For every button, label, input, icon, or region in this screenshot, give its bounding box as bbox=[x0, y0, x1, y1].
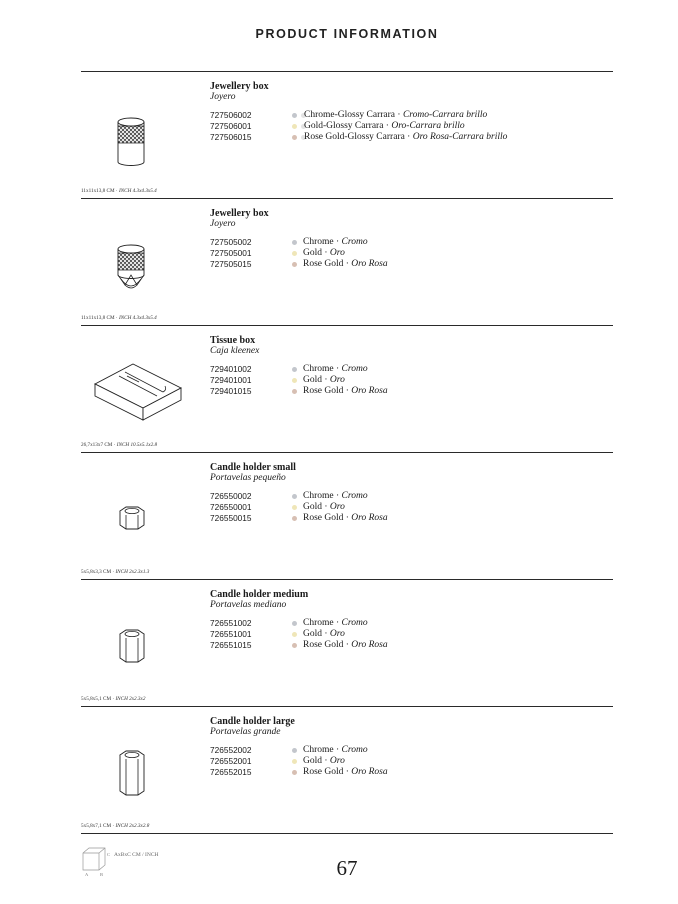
variant-name: Rose Gold · Oro Rosa bbox=[303, 386, 388, 396]
variant-row bbox=[210, 618, 610, 629]
dimensions: 5x5,8x7,1 CM · INCH 2x2.3x2.8 bbox=[81, 823, 150, 829]
product-section bbox=[81, 72, 613, 199]
product-code: 726552002 bbox=[210, 745, 252, 755]
variant-name: Rose Gold · Oro Rosa bbox=[303, 640, 388, 650]
rose-gold-swatch bbox=[292, 643, 297, 648]
product-code: 727505002 bbox=[210, 237, 252, 247]
product-code: 727506002 bbox=[210, 110, 252, 120]
variant-row bbox=[210, 640, 610, 651]
legend-label-a: A bbox=[85, 872, 89, 877]
product-name-es: Caja kleenex bbox=[210, 346, 260, 356]
product-code: 726551001 bbox=[210, 629, 252, 639]
product-code: 727506001 bbox=[210, 121, 252, 131]
variant-name: Rose Gold · Oro Rosa bbox=[303, 259, 388, 269]
variant-name: Rose Gold · Oro Rosa bbox=[303, 513, 388, 523]
product-name-es: Portavelas pequeño bbox=[210, 473, 286, 483]
product-section bbox=[81, 580, 613, 707]
variant-row bbox=[210, 386, 610, 397]
variant-row bbox=[210, 248, 610, 259]
jewellery-box-icon bbox=[81, 82, 206, 182]
variant-row bbox=[210, 259, 610, 270]
variant-name: Chrome · Cromo bbox=[303, 491, 368, 501]
product-section bbox=[81, 453, 613, 580]
variant-name: Gold-Glossy Carrara · Oro-Carrara brillo bbox=[304, 121, 465, 131]
variant-list bbox=[210, 618, 610, 651]
variant-name: Gold · Oro bbox=[303, 502, 345, 512]
product-section bbox=[81, 326, 613, 453]
product-code: 729401015 bbox=[210, 386, 252, 396]
product-section bbox=[81, 707, 613, 834]
rose-gold-swatch bbox=[292, 262, 297, 267]
variant-name: Chrome · Cromo bbox=[303, 364, 368, 374]
candle-holder-small-icon bbox=[81, 463, 206, 563]
product-name-es: Portavelas grande bbox=[210, 727, 281, 737]
product-code: 726550015 bbox=[210, 513, 252, 523]
variant-name: Rose Gold-Glossy Carrara · Oro Rosa-Carrara brillo bbox=[304, 132, 508, 142]
variant-row bbox=[210, 237, 610, 248]
variant-name: Gold · Oro bbox=[303, 375, 345, 385]
dimensions: 5x5,8x3,3 CM · INCH 2x2.3x1.3 bbox=[81, 569, 150, 575]
legend-text: AxBxC CM / INCH bbox=[114, 852, 159, 858]
candle-holder-medium-icon bbox=[81, 590, 206, 690]
variant-name: Rose Gold · Oro Rosa bbox=[303, 767, 388, 777]
chrome-swatch bbox=[292, 494, 297, 499]
variant-name: Gold · Oro bbox=[303, 756, 345, 766]
gold-swatch bbox=[292, 251, 297, 256]
variant-name: Chrome-Glossy Carrara · Cromo-Carrara brillo bbox=[304, 110, 488, 120]
tissue-box-icon bbox=[81, 336, 206, 436]
gold-swatch bbox=[292, 759, 297, 764]
variant-row bbox=[210, 375, 610, 386]
product-code: 726552015 bbox=[210, 767, 252, 777]
rose-gold-swatch bbox=[292, 516, 297, 521]
gold-swatch bbox=[292, 632, 297, 637]
variant-name: Chrome · Cromo bbox=[303, 745, 368, 755]
variant-row bbox=[210, 132, 610, 143]
chrome-swatch bbox=[292, 748, 297, 753]
gold-swatch bbox=[292, 124, 297, 129]
product-code: 726552001 bbox=[210, 756, 252, 766]
dimensions: 11x11x13,8 CM · INCH 4.3x4.3x5.4 bbox=[81, 315, 157, 321]
product-code: 727506015 bbox=[210, 132, 252, 142]
variant-row bbox=[210, 110, 610, 121]
product-name-es: Joyero bbox=[210, 92, 236, 102]
variant-list bbox=[210, 364, 610, 397]
product-section bbox=[81, 199, 613, 326]
product-code: 727505001 bbox=[210, 248, 252, 258]
variant-row bbox=[210, 491, 610, 502]
gold-swatch bbox=[292, 378, 297, 383]
product-code: 729401001 bbox=[210, 375, 252, 385]
product-name: Candle holder medium bbox=[210, 589, 309, 600]
dimensions: 26,7x13x7 CM · INCH 10.5x5.1x2.8 bbox=[81, 442, 158, 448]
variant-row bbox=[210, 767, 610, 778]
legend-label-b: B bbox=[100, 872, 104, 877]
product-name: Jewellery box bbox=[210, 208, 269, 219]
dimensions: 11x11x13,8 CM · INCH 4.3x4.3x5.4 bbox=[81, 188, 157, 194]
variant-name: Chrome · Cromo bbox=[303, 237, 368, 247]
variant-row bbox=[210, 364, 610, 375]
variant-row bbox=[210, 756, 610, 767]
product-code: 726551015 bbox=[210, 640, 252, 650]
variant-name: Gold · Oro bbox=[303, 629, 345, 639]
variant-list bbox=[210, 745, 610, 778]
product-code: 726550001 bbox=[210, 502, 252, 512]
chrome-swatch bbox=[292, 367, 297, 372]
rose-gold-swatch bbox=[292, 770, 297, 775]
rose-gold-swatch bbox=[292, 389, 297, 394]
variant-row bbox=[210, 502, 610, 513]
product-code: 726550002 bbox=[210, 491, 252, 501]
chrome-swatch bbox=[292, 621, 297, 626]
product-name: Candle holder small bbox=[210, 462, 296, 473]
jewellery-box-mesh-icon bbox=[81, 209, 206, 309]
variant-list bbox=[210, 110, 610, 143]
gold-swatch bbox=[292, 505, 297, 510]
page-number: 67 bbox=[336, 856, 358, 880]
variant-name: Chrome · Cromo bbox=[303, 618, 368, 628]
legend-label-c: C bbox=[107, 852, 111, 857]
rose-gold-swatch bbox=[292, 135, 297, 140]
product-name-es: Portavelas mediano bbox=[210, 600, 287, 610]
variant-row bbox=[210, 121, 610, 132]
variant-list bbox=[210, 491, 610, 524]
product-code: 727505015 bbox=[210, 259, 252, 269]
variant-row bbox=[210, 629, 610, 640]
variant-row bbox=[210, 745, 610, 756]
product-name: Tissue box bbox=[210, 335, 256, 346]
variant-row bbox=[210, 513, 610, 524]
product-name: Jewellery box bbox=[210, 81, 269, 92]
dimensions: 5x5,8x5,1 CM · INCH 2x2.3x2 bbox=[81, 696, 146, 702]
product-name: Candle holder large bbox=[210, 716, 295, 727]
variant-name: Gold · Oro bbox=[303, 248, 345, 258]
candle-holder-large-icon bbox=[81, 717, 206, 817]
product-name-es: Joyero bbox=[210, 219, 236, 229]
page-title: PRODUCT INFORMATION bbox=[255, 27, 439, 41]
chrome-swatch bbox=[292, 113, 297, 118]
chrome-swatch bbox=[292, 240, 297, 245]
variant-list bbox=[210, 237, 610, 270]
product-code: 726551002 bbox=[210, 618, 252, 628]
product-code: 729401002 bbox=[210, 364, 252, 374]
